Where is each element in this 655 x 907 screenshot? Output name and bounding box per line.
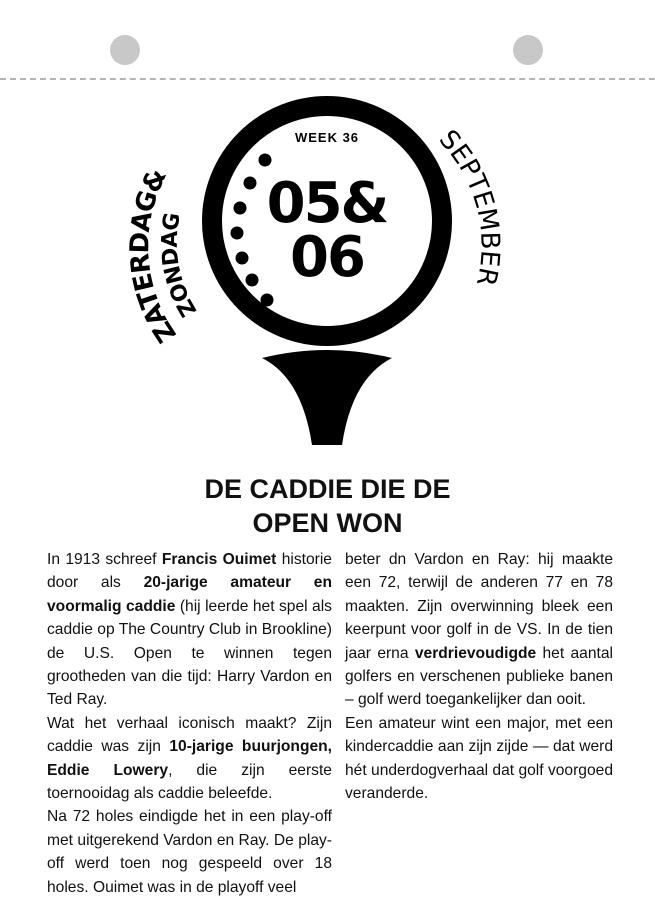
bold-phrase: 20-jarige amateur en voormalig caddie (47, 574, 332, 615)
article-paragraph-2: Wat het verhaal iconisch maakt? Zijn caddie was zijn 10-jarige buurjongen, Eddie Lowery, die zijn eerste toernooidag als caddie beleefde. (47, 714, 333, 803)
week-label: WEEK 36 (294, 130, 360, 145)
article-paragraph-4: beter dn Vardon en Ray: hij maakte een 72, terwijl de anderen 77 en 78 maakten. Zijn overwinning bleek een keerpunt voor golf in de VS. In de tien jaar erna verdrievoudigde het aantal golfers en verschenen publieke banen – golf werd toegankelijker dan ooit. (345, 551, 613, 709)
bold-word: verdrievoudigde (414, 644, 537, 662)
bold-name: Francis Ouimet (161, 551, 277, 568)
golf-tee-icon (262, 350, 392, 445)
date-number: 05& (266, 171, 388, 236)
article-paragraph-1: In 1913 schreef Francis Ouimet historie door als 20-jarige amateur en voormalig caddie (hij leerde het spel als caddie op The Country Club in Brookline) de U.S. Open te winnen tegen grootheden van die tijd: Harry Vardon en Ted Ray. (47, 551, 332, 709)
article-column-left (47, 548, 332, 899)
article-title-line-1: DE CADDIE DIE DE (204, 474, 451, 504)
day-label: ZATERDAG& (125, 165, 183, 348)
date-number-2: 06 (290, 225, 364, 290)
article-title (0, 472, 655, 540)
article-title-line-2: OPEN WON (252, 508, 403, 538)
article-column-right (345, 548, 613, 805)
day-label-2: ZONDAG (157, 211, 203, 321)
article-paragraph-3: Na 72 holes eindigde het in een play-off met uitgerekend Vardon en Ray. De play-off werd toen nog gespeeld over 18 holes. Ouimet was in de playoff veel (47, 808, 332, 896)
article-paragraph-5: Een amateur wint een major, met een kindercaddie aan zijn zijde — dat werd hét underdogverhaal dat golf voorgoed veranderde. (345, 714, 613, 803)
month-label: SEPTEMBER (432, 124, 505, 289)
bold-phrase: 10-jarige buurjongen, Eddie Lowery (47, 738, 333, 779)
